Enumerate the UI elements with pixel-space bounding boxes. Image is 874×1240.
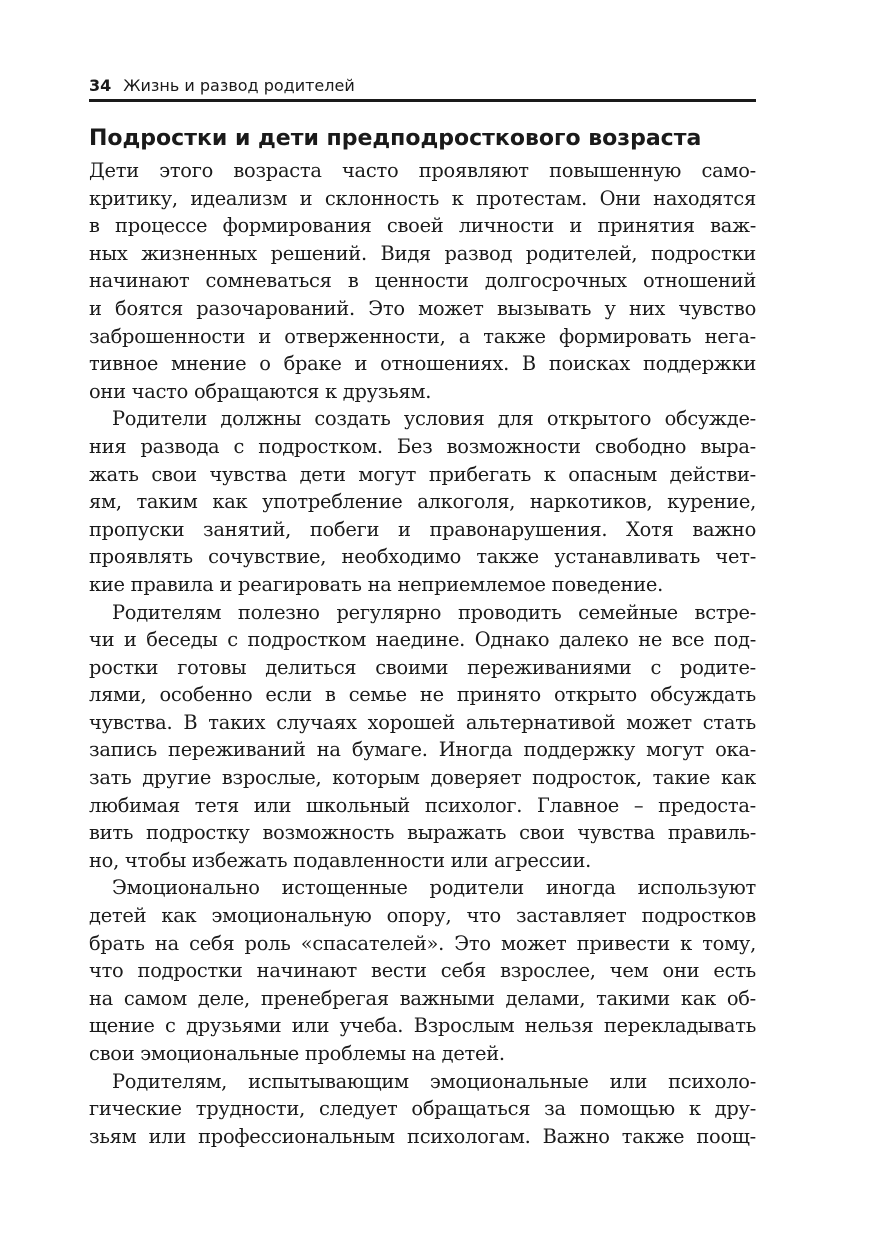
- text-line: Дети этого возраста часто проявляют повышенную само-: [89, 159, 756, 182]
- text-line: любимая тетя или школьный психолог. Главное – предоста-: [89, 793, 756, 817]
- text-line: ных жизненных решений. Видя развод родителей, подростки: [89, 241, 756, 265]
- text-line: ростки готовы делиться своими переживаниями с родите-: [89, 655, 756, 679]
- text-line: чи и беседы с подростком наедине. Однако далеко не все под-: [89, 628, 756, 652]
- running-title: Жизнь и развод родителей: [123, 76, 355, 95]
- paragraph: [89, 1068, 756, 1151]
- text-line: критику, идеализм и склонность к протестам. Они находятся: [89, 186, 756, 210]
- paragraph: [89, 599, 756, 875]
- text-line: запись переживаний на бумаге. Иногда поддержку могут ока-: [89, 738, 756, 762]
- text-line: ям, таким как употребление алкоголя, наркотиков, курение,: [89, 490, 756, 514]
- body-text: [89, 157, 756, 1150]
- paragraph: [89, 874, 756, 1067]
- text-line: на самом деле, пренебрегая важными делами, такими как об-: [89, 986, 756, 1010]
- text-line: но, чтобы избежать подавленности или агрессии.: [89, 848, 592, 872]
- text-line: брать на себя роль «спасателей». Это может привести к тому,: [89, 931, 756, 955]
- text-line: свои эмоциональные проблемы на детей.: [89, 1042, 505, 1065]
- text-line: кие правила и реагировать на неприемлемое поведение.: [89, 572, 664, 596]
- text-line: проявлять сочувствие, необходимо также устанавливать чет-: [89, 545, 756, 569]
- text-line: в процессе формирования своей личности и принятия важ-: [89, 214, 756, 238]
- text-line: что подростки начинают вести себя взрослее, чем они есть: [89, 959, 756, 983]
- header-rule: [89, 99, 756, 102]
- text-line: Родителям полезно регулярно проводить семейные встре-: [112, 600, 756, 624]
- text-line: лями, особенно если в семье не принято открыто обсуждать: [89, 683, 756, 707]
- text-line: жать свои чувства дети могут прибегать к опасным действи-: [89, 462, 756, 486]
- text-line: зьям или профессиональным психологам. Важно также поощ-: [89, 1124, 756, 1148]
- text-line: пропуски занятий, побеги и правонарушения. Хотя важно: [89, 517, 756, 541]
- text-line: чувства. В таких случаях хорошей альтернативой может стать: [89, 710, 756, 734]
- text-line: детей как эмоциональную опору, что заставляет подростков: [89, 904, 756, 928]
- paragraph: [89, 157, 756, 405]
- text-line: они часто обращаются к друзьям.: [89, 379, 432, 403]
- text-line: тивное мнение о браке и отношениях. В поисках поддержки: [89, 352, 756, 376]
- text-line: и боятся разочарований. Это может вызывать у них чувство: [89, 296, 756, 320]
- text-line: Родители должны создать условия для открытого обсужде-: [112, 407, 756, 431]
- section-title: Подростки и дети предподросткового возраста: [89, 126, 702, 151]
- running-header: [89, 74, 756, 98]
- text-line: щение с друзьями или учеба. Взрослым нельзя перекладывать: [89, 1014, 756, 1038]
- text-line: вить подростку возможность выражать свои чувства правиль-: [89, 821, 756, 845]
- text-line: ния развода с подростком. Без возможности свободно выра-: [89, 434, 756, 458]
- page-number: 34: [89, 76, 112, 95]
- text-line: Эмоционально истощенные родители иногда используют: [112, 876, 756, 900]
- text-line: Родителям, испытывающим эмоциональные или психоло-: [112, 1069, 756, 1093]
- text-line: зать другие взрослые, которым доверяет подросток, такие как: [89, 766, 756, 790]
- text-line: гические трудности, следует обращаться за помощью к дру-: [89, 1097, 756, 1121]
- text-line: заброшенности и отверженности, а также формировать нега-: [89, 324, 756, 348]
- paragraph: [89, 405, 756, 598]
- text-line: начинают сомневаться в ценности долгосрочных отношений: [89, 269, 756, 293]
